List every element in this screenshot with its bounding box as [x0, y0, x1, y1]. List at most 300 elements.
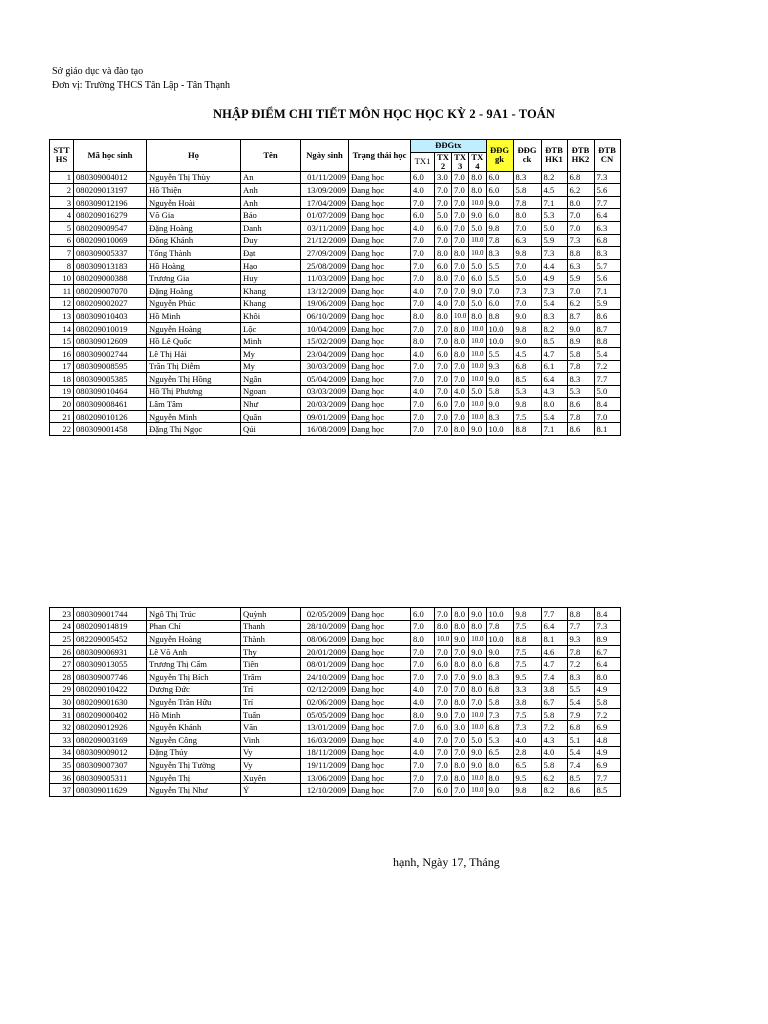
cell-code: 080209009547 — [74, 221, 147, 234]
table-row — [50, 423, 621, 436]
cell-tx3: 7.0 — [452, 746, 469, 759]
cell-dtbcn: 4.9 — [594, 683, 620, 696]
cell-ddgck: 7.0 — [513, 259, 541, 272]
cell-dob: 09/01/2009 — [301, 410, 349, 423]
cell-dtbhk1: 7.3 — [541, 284, 567, 297]
cell-first: Trí — [241, 696, 301, 709]
cell-ddggk: 8.3 — [486, 247, 513, 260]
cell-dtbhk1: 5.9 — [541, 234, 567, 247]
cell-tx3: 8.0 — [452, 335, 469, 348]
table-row — [50, 196, 621, 209]
cell-ddgck: 9.0 — [513, 310, 541, 323]
cell-tx2: 7.0 — [435, 645, 452, 658]
cell-dtbhk2: 8.0 — [567, 196, 594, 209]
cell-last: Đặng Thị Ngọc — [147, 423, 241, 436]
cell-stt: 22 — [50, 423, 74, 436]
cell-dtbhk1: 6.2 — [541, 771, 567, 784]
cell-tx4: 7.0 — [469, 696, 486, 709]
col-ddg-ck: ĐĐG ck — [513, 140, 541, 172]
cell-code: 080309005337 — [74, 247, 147, 260]
cell-dtbhk2: 7.0 — [567, 221, 594, 234]
cell-dtbhk2: 8.7 — [567, 310, 594, 323]
cell-dtbcn: 7.2 — [594, 708, 620, 721]
cell-status: Đang học — [349, 696, 411, 709]
cell-dob: 12/10/2009 — [301, 784, 349, 797]
cell-tx1: 6.0 — [411, 209, 435, 222]
cell-dtbhk1: 4.3 — [541, 733, 567, 746]
cell-code: 080209010126 — [74, 410, 147, 423]
cell-dtbcn: 4.9 — [594, 746, 620, 759]
cell-tx3: 8.0 — [452, 347, 469, 360]
cell-tx4: 9.0 — [469, 645, 486, 658]
cell-stt: 19 — [50, 385, 74, 398]
cell-ddggk: 10.0 — [486, 322, 513, 335]
table-row — [50, 272, 621, 285]
cell-dob: 16/03/2009 — [301, 733, 349, 746]
cell-first: Văn — [241, 721, 301, 734]
col-tx2: TX 2 — [435, 152, 452, 171]
cell-code: 080309013055 — [74, 658, 147, 671]
cell-tx1: 7.0 — [411, 784, 435, 797]
cell-tx4: 5.0 — [469, 733, 486, 746]
cell-tx3: 7.0 — [452, 209, 469, 222]
cell-dtbhk2: 5.5 — [567, 683, 594, 696]
cell-ddggk: 6.0 — [486, 171, 513, 184]
cell-tx3: 7.0 — [452, 373, 469, 386]
cell-status: Đang học — [349, 670, 411, 683]
cell-tx2: 6.0 — [435, 784, 452, 797]
cell-dob: 16/08/2009 — [301, 423, 349, 436]
cell-dtbhk2: 6.3 — [567, 259, 594, 272]
cell-last: Nguyễn Thị Hồng — [147, 373, 241, 386]
cell-dtbhk2: 8.6 — [567, 784, 594, 797]
cell-tx3: 7.0 — [452, 360, 469, 373]
cell-tx3: 7.0 — [452, 196, 469, 209]
cell-dtbhk2: 8.6 — [567, 398, 594, 411]
cell-tx2: 7.0 — [435, 771, 452, 784]
cell-dtbhk1: 6.7 — [541, 696, 567, 709]
cell-dtbcn: 7.7 — [594, 373, 620, 386]
cell-stt: 37 — [50, 784, 74, 797]
cell-dtbhk1: 7.2 — [541, 721, 567, 734]
table-row — [50, 360, 621, 373]
table-row — [50, 234, 621, 247]
cell-tx2: 6.0 — [435, 398, 452, 411]
table-row — [50, 658, 621, 671]
cell-code: 080309008595 — [74, 360, 147, 373]
cell-code: 080309005311 — [74, 771, 147, 784]
cell-tx4: 5.0 — [469, 385, 486, 398]
cell-tx3: 8.0 — [452, 658, 469, 671]
table-row — [50, 746, 621, 759]
cell-stt: 4 — [50, 209, 74, 222]
cell-stt: 30 — [50, 696, 74, 709]
cell-first: My — [241, 360, 301, 373]
cell-dtbcn: 6.4 — [594, 658, 620, 671]
cell-dob: 01/11/2009 — [301, 171, 349, 184]
table-row — [50, 683, 621, 696]
cell-status: Đang học — [349, 259, 411, 272]
table-row — [50, 784, 621, 797]
cell-ddgck: 9.8 — [513, 247, 541, 260]
cell-dtbhk2: 5.9 — [567, 272, 594, 285]
cell-code: 080309013183 — [74, 259, 147, 272]
cell-dtbhk2: 7.7 — [567, 620, 594, 633]
cell-dtbcn: 4.8 — [594, 733, 620, 746]
cell-dtbhk1: 4.7 — [541, 347, 567, 360]
cell-tx1: 8.0 — [411, 633, 435, 646]
cell-dtbcn: 8.7 — [594, 322, 620, 335]
cell-dob: 19/11/2009 — [301, 759, 349, 772]
cell-tx3: 7.0 — [452, 259, 469, 272]
cell-stt: 24 — [50, 620, 74, 633]
cell-stt: 5 — [50, 221, 74, 234]
cell-ddgck: 7.3 — [513, 284, 541, 297]
cell-ddgck: 7.5 — [513, 620, 541, 633]
cell-status: Đang học — [349, 373, 411, 386]
cell-first: Qúi — [241, 423, 301, 436]
cell-tx2: 7.0 — [435, 360, 452, 373]
table-row — [50, 335, 621, 348]
cell-ddgck: 9.0 — [513, 335, 541, 348]
cell-tx3: 8.0 — [452, 696, 469, 709]
cell-dtbhk2: 5.4 — [567, 746, 594, 759]
cell-tx1: 4.0 — [411, 385, 435, 398]
cell-tx3: 7.0 — [452, 398, 469, 411]
col-dtb-cn: ĐTB CN — [594, 140, 620, 172]
cell-tx2: 7.0 — [435, 670, 452, 683]
cell-dtbhk2: 8.6 — [567, 423, 594, 436]
cell-tx1: 7.0 — [411, 670, 435, 683]
cell-first: Minh — [241, 335, 301, 348]
cell-stt: 34 — [50, 746, 74, 759]
cell-dtbcn: 8.9 — [594, 633, 620, 646]
cell-last: Nguyễn Thị — [147, 771, 241, 784]
cell-tx4: 10.0 — [469, 373, 486, 386]
cell-last: Nguyễn Thị Như — [147, 784, 241, 797]
cell-ddggk: 7.0 — [486, 284, 513, 297]
cell-last: Trương Thị Cẩm — [147, 658, 241, 671]
cell-stt: 10 — [50, 272, 74, 285]
cell-tx4: 10.0 — [469, 196, 486, 209]
cell-dtbhk2: 9.0 — [567, 322, 594, 335]
cell-ddggk: 6.0 — [486, 184, 513, 197]
cell-tx1: 7.0 — [411, 398, 435, 411]
cell-code: 080209002027 — [74, 297, 147, 310]
cell-dtbcn: 6.8 — [594, 234, 620, 247]
cell-dtbhk1: 5.8 — [541, 708, 567, 721]
cell-status: Đang học — [349, 347, 411, 360]
cell-ddggk: 6.8 — [486, 721, 513, 734]
cell-tx1: 7.0 — [411, 759, 435, 772]
cell-first: Anh — [241, 184, 301, 197]
cell-status: Đang học — [349, 297, 411, 310]
cell-dtbhk2: 5.1 — [567, 733, 594, 746]
cell-status: Đang học — [349, 746, 411, 759]
cell-last: Nguyễn Phúc — [147, 297, 241, 310]
cell-last: Nguyễn Hoàng — [147, 633, 241, 646]
cell-last: Nguyễn Hoàng — [147, 322, 241, 335]
cell-stt: 16 — [50, 347, 74, 360]
cell-first: Bảo — [241, 209, 301, 222]
cell-status: Đang học — [349, 310, 411, 323]
cell-dtbcn: 6.3 — [594, 221, 620, 234]
cell-dob: 08/06/2009 — [301, 633, 349, 646]
cell-dtbhk1: 8.3 — [541, 310, 567, 323]
cell-tx2: 7.0 — [435, 423, 452, 436]
cell-tx3: 8.0 — [452, 423, 469, 436]
cell-first: Huy — [241, 272, 301, 285]
cell-tx2: 7.0 — [435, 385, 452, 398]
cell-status: Đang học — [349, 196, 411, 209]
cell-ddgck: 9.8 — [513, 398, 541, 411]
cell-dtbhk1: 5.4 — [541, 410, 567, 423]
cell-tx1: 7.0 — [411, 259, 435, 272]
cell-tx4: 8.0 — [469, 620, 486, 633]
cell-tx4: 9.0 — [469, 759, 486, 772]
table-row — [50, 645, 621, 658]
cell-tx4: 9.0 — [469, 608, 486, 621]
cell-dtbhk2: 5.3 — [567, 385, 594, 398]
table-row — [50, 259, 621, 272]
cell-code: 080309009012 — [74, 746, 147, 759]
cell-stt: 7 — [50, 247, 74, 260]
cell-dtbcn: 7.0 — [594, 410, 620, 423]
cell-dtbhk2: 7.2 — [567, 658, 594, 671]
cell-tx2: 6.0 — [435, 658, 452, 671]
cell-ddggk: 9.8 — [486, 221, 513, 234]
cell-first: Quân — [241, 410, 301, 423]
cell-tx1: 6.0 — [411, 171, 435, 184]
cell-first: Ngoan — [241, 385, 301, 398]
cell-code: 080309012196 — [74, 196, 147, 209]
table-row — [50, 284, 621, 297]
cell-tx3: 9.0 — [452, 633, 469, 646]
cell-tx1: 4.0 — [411, 284, 435, 297]
cell-stt: 32 — [50, 721, 74, 734]
cell-dtbhk1: 7.7 — [541, 608, 567, 621]
cell-dtbcn: 7.1 — [594, 284, 620, 297]
cell-dob: 02/12/2009 — [301, 683, 349, 696]
cell-first: Vinh — [241, 733, 301, 746]
cell-status: Đang học — [349, 721, 411, 734]
cell-stt: 31 — [50, 708, 74, 721]
cell-tx3: 7.0 — [452, 645, 469, 658]
cell-first: Xuyên — [241, 771, 301, 784]
cell-dob: 27/09/2009 — [301, 247, 349, 260]
table-row — [50, 247, 621, 260]
cell-tx3: 7.0 — [452, 670, 469, 683]
cell-tx1: 7.0 — [411, 247, 435, 260]
cell-stt: 6 — [50, 234, 74, 247]
cell-tx2: 6.0 — [435, 347, 452, 360]
cell-last: Đặng Hoàng — [147, 284, 241, 297]
cell-ddgck: 3.8 — [513, 696, 541, 709]
col-ddgtx-group: ĐĐGtx — [411, 140, 487, 153]
cell-dtbhk2: 8.5 — [567, 771, 594, 784]
cell-dob: 28/10/2009 — [301, 620, 349, 633]
cell-dtbhk2: 7.3 — [567, 234, 594, 247]
cell-code: 082209005452 — [74, 633, 147, 646]
cell-dtbcn: 5.6 — [594, 184, 620, 197]
cell-ddgck: 8.5 — [513, 373, 541, 386]
cell-last: Hồ Hoàng — [147, 259, 241, 272]
cell-tx2: 7.0 — [435, 184, 452, 197]
cell-ddgck: 8.0 — [513, 209, 541, 222]
cell-first: Tuấn — [241, 708, 301, 721]
cell-status: Đang học — [349, 658, 411, 671]
cell-last: Hồ Minh — [147, 310, 241, 323]
cell-stt: 17 — [50, 360, 74, 373]
cell-dtbcn: 8.1 — [594, 423, 620, 436]
cell-dtbcn: 7.2 — [594, 360, 620, 373]
table-row — [50, 398, 621, 411]
cell-first: Ngân — [241, 373, 301, 386]
cell-dtbhk1: 5.4 — [541, 297, 567, 310]
cell-last: Đồng Khánh — [147, 234, 241, 247]
cell-tx3: 7.0 — [452, 708, 469, 721]
cell-tx4: 10.0 — [469, 771, 486, 784]
cell-code: 080309001458 — [74, 423, 147, 436]
cell-ddgck: 7.5 — [513, 708, 541, 721]
cell-tx3: 7.0 — [452, 297, 469, 310]
cell-tx2: 7.0 — [435, 683, 452, 696]
cell-ddggk: 5.5 — [486, 347, 513, 360]
cell-tx4: 10.0 — [469, 322, 486, 335]
cell-last: Đặng Hoàng — [147, 221, 241, 234]
cell-dob: 13/12/2009 — [301, 284, 349, 297]
cell-first: My — [241, 347, 301, 360]
cell-tx2: 4.0 — [435, 297, 452, 310]
cell-status: Đang học — [349, 221, 411, 234]
table-row — [50, 322, 621, 335]
table-row — [50, 184, 621, 197]
cell-dtbhk1: 7.1 — [541, 196, 567, 209]
table-body-page1 — [50, 171, 621, 435]
cell-stt: 28 — [50, 670, 74, 683]
cell-dtbcn: 7.3 — [594, 171, 620, 184]
table-row — [50, 771, 621, 784]
cell-dob: 02/06/2009 — [301, 696, 349, 709]
cell-dtbhk2: 7.8 — [567, 360, 594, 373]
cell-last: Dương Đức — [147, 683, 241, 696]
cell-status: Đang học — [349, 733, 411, 746]
col-status: Trạng thái học — [349, 140, 411, 172]
cell-last: Nguyễn Thị Thùy — [147, 171, 241, 184]
cell-ddggk: 10.0 — [486, 633, 513, 646]
cell-code: 080209010069 — [74, 234, 147, 247]
cell-stt: 14 — [50, 322, 74, 335]
cell-tx2: 7.0 — [435, 196, 452, 209]
cell-status: Đang học — [349, 683, 411, 696]
cell-dob: 05/05/2009 — [301, 708, 349, 721]
cell-tx1: 4.0 — [411, 221, 435, 234]
cell-code: 080209000388 — [74, 272, 147, 285]
cell-tx3: 4.0 — [452, 385, 469, 398]
cell-last: Phan Chí — [147, 620, 241, 633]
table-row — [50, 410, 621, 423]
cell-dob: 20/03/2009 — [301, 398, 349, 411]
cell-tx4: 8.0 — [469, 184, 486, 197]
cell-ddggk: 8.3 — [486, 410, 513, 423]
cell-last: Lê Thị Hải — [147, 347, 241, 360]
cell-status: Đang học — [349, 247, 411, 260]
cell-status: Đang học — [349, 360, 411, 373]
cell-tx4: 8.0 — [469, 658, 486, 671]
cell-code: 080309006931 — [74, 645, 147, 658]
table-row — [50, 608, 621, 621]
table-row — [50, 221, 621, 234]
cell-stt: 36 — [50, 771, 74, 784]
cell-stt: 13 — [50, 310, 74, 323]
cell-status: Đang học — [349, 398, 411, 411]
cell-status: Đang học — [349, 784, 411, 797]
cell-tx1: 7.0 — [411, 373, 435, 386]
cell-last: Hồ Lê Quốc — [147, 335, 241, 348]
cell-dob: 19/06/2009 — [301, 297, 349, 310]
cell-last: Nguyễn Thị Bích — [147, 670, 241, 683]
cell-stt: 18 — [50, 373, 74, 386]
col-tx1: TX1 — [411, 152, 435, 171]
cell-dtbcn: 6.9 — [594, 721, 620, 734]
cell-ddgck: 7.0 — [513, 297, 541, 310]
col-last-name: Họ — [147, 140, 241, 172]
cell-tx3: 7.0 — [452, 284, 469, 297]
cell-first: Trâm — [241, 670, 301, 683]
cell-tx3: 7.0 — [452, 733, 469, 746]
cell-first: Thanh — [241, 620, 301, 633]
cell-dtbhk1: 7.1 — [541, 423, 567, 436]
cell-dtbhk2: 8.8 — [567, 608, 594, 621]
cell-tx4: 10.0 — [469, 708, 486, 721]
cell-tx1: 7.0 — [411, 721, 435, 734]
cell-dob: 03/11/2009 — [301, 221, 349, 234]
cell-last: Nguyễn Trần Hữu — [147, 696, 241, 709]
cell-last: Ngô Thị Trúc — [147, 608, 241, 621]
cell-ddggk: 5.8 — [486, 696, 513, 709]
cell-dtbhk1: 4.4 — [541, 259, 567, 272]
cell-status: Đang học — [349, 608, 411, 621]
cell-ddgck: 7.3 — [513, 721, 541, 734]
cell-last: Nguyễn Minh — [147, 410, 241, 423]
cell-dtbhk2: 7.8 — [567, 410, 594, 423]
cell-tx3: 7.0 — [452, 221, 469, 234]
cell-ddgck: 2.8 — [513, 746, 541, 759]
cell-code: 080309010403 — [74, 310, 147, 323]
cell-tx3: 8.0 — [452, 247, 469, 260]
cell-dob: 13/01/2009 — [301, 721, 349, 734]
cell-dtbhk1: 5.8 — [541, 759, 567, 772]
cell-dtbcn: 6.7 — [594, 645, 620, 658]
cell-status: Đang học — [349, 633, 411, 646]
cell-tx2: 8.0 — [435, 272, 452, 285]
cell-first: Quỳnh — [241, 608, 301, 621]
cell-tx2: 3.0 — [435, 171, 452, 184]
cell-first: Trí — [241, 683, 301, 696]
cell-ddgck: 4.5 — [513, 347, 541, 360]
cell-tx4: 10.0 — [469, 410, 486, 423]
cell-dtbcn: 8.8 — [594, 335, 620, 348]
cell-last: Lê Võ Anh — [147, 645, 241, 658]
cell-code: 080309001744 — [74, 608, 147, 621]
cell-dob: 11/03/2009 — [301, 272, 349, 285]
cell-status: Đang học — [349, 335, 411, 348]
cell-dtbhk1: 6.4 — [541, 620, 567, 633]
col-dtb-hk1: ĐTB HK1 — [541, 140, 567, 172]
cell-stt: 11 — [50, 284, 74, 297]
cell-stt: 3 — [50, 196, 74, 209]
cell-tx4: 8.0 — [469, 171, 486, 184]
